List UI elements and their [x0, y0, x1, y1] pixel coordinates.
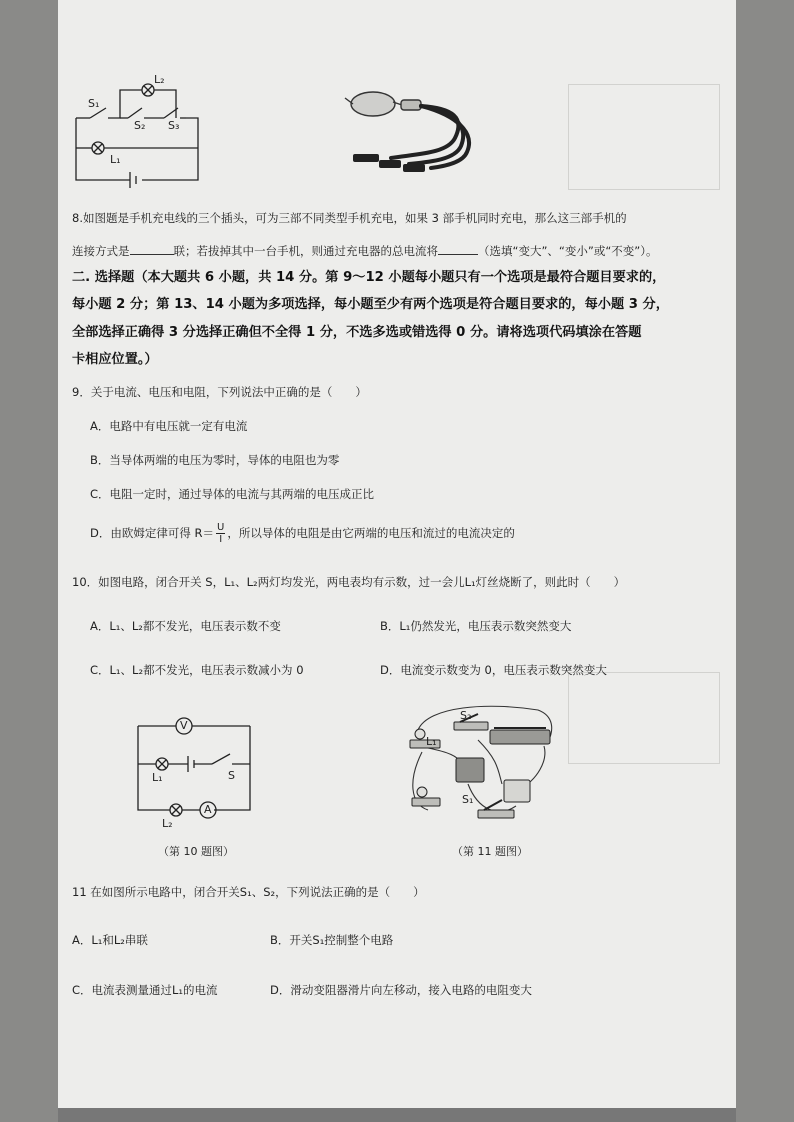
top-label-l1: L₁	[110, 153, 121, 166]
fig10-circuit	[128, 708, 268, 828]
q11-option-b: B．开关S₁控制整个电路	[270, 933, 394, 947]
top-label-l2: L₂	[154, 73, 165, 86]
fig10-ammeter-label: A	[204, 803, 212, 816]
q10-option-a: A．L₁、L₂都不发光，电压表示数不变	[90, 619, 281, 633]
q8-blank-current[interactable]	[438, 242, 478, 255]
fraction-denominator: I	[219, 534, 223, 545]
section2-line4: 卡相应位置。）	[72, 352, 158, 367]
exam-paper	[58, 0, 736, 1122]
section2-line2: 每小题 2 分；第 13、14 小题为多项选择，每小题至少有两个选项是符合题目要求的，每小题 3 分，	[72, 297, 669, 312]
fig11-caption: （第 11 题图）	[452, 845, 528, 858]
q8-blank-connection[interactable]	[130, 242, 174, 255]
fig11-circuit-illustration	[398, 700, 558, 832]
paper-bottom-shadow	[58, 1108, 736, 1122]
ohm-fraction	[216, 522, 225, 545]
q9-option-a: A．电路中有电压就一定有电流	[90, 419, 248, 433]
top-label-s3: S₃	[168, 119, 180, 132]
q11-stem: 11 在如图所示电路中，闭合开关S₁、S₂，下列说法正确的是（ ）	[72, 885, 425, 899]
section2-line3: 全部选择正确得 3 分选择正确但不全得 1 分，不选多选或错选得 0 分。请将选项代码填涂在答题	[72, 325, 642, 340]
fig11-s2-label: S₂	[460, 709, 472, 722]
q8-text-b: 联；若拔掉其中一台手机，则通过充电器的总电流将	[173, 244, 438, 258]
q9-d-prefix: D．由欧姆定律可得 R＝	[90, 526, 215, 540]
fig11-l1-label: L₁	[426, 735, 437, 748]
section2-line1: 二. 选择题（本大题共 6 小题，共 14 分。第 9～12 小题每小题只有一个选项是最符合题目要求的，	[72, 270, 666, 285]
q9-d-suffix: ，所以导体的电阻是由它两端的电压和流过的电流决定的	[227, 526, 515, 540]
q11-option-c: C．电流表测量通过L₁的电流	[72, 983, 218, 997]
top-label-s1: S₁	[88, 97, 100, 110]
q8-text-a: 连接方式是	[72, 244, 130, 258]
fig10-switch-label: S	[228, 769, 235, 782]
fig10-l1-label: L₁	[152, 771, 163, 784]
q11-option-d: D．滑动变阻器滑片向左移动，接入电路的电阻变大	[270, 983, 532, 997]
q9-option-c: C．电阻一定时，通过导体的电流与其两端的电压成正比	[90, 487, 375, 501]
q9-option-b: B．当导体两端的电压为零时，导体的电阻也为零	[90, 453, 340, 467]
q10-option-d: D．电流变示数变为 0，电压表示数突然变大	[380, 663, 607, 677]
q8-line2	[72, 242, 658, 259]
q10-stem: 10．如图电路，闭合开关 S，L₁、L₂两灯均发光，两电表均有示数，过一会儿L₁灯丝烧断了，则此时（ ）	[72, 575, 626, 589]
fig10-voltmeter-label: V	[180, 719, 188, 732]
fig10-l2-label: L₂	[162, 817, 173, 830]
fraction-numerator: U	[217, 522, 225, 533]
top-label-s2: S₂	[134, 119, 146, 132]
q9-stem: 9．关于电流、电压和电阻，下列说法中正确的是（ ）	[72, 385, 367, 399]
q11-option-a: A．L₁和L₂串联	[72, 933, 148, 947]
q8-text-c: （选填“变大”、“变小”或“不变”）。	[478, 244, 658, 258]
q10-option-b: B．L₁仍然发光，电压表示数突然变大	[380, 619, 572, 633]
charging-cable-image	[343, 82, 493, 174]
fig11-s1-label: S₁	[462, 793, 474, 806]
q10-option-c: C．L₁、L₂都不发光，电压表示数减小为 0	[90, 663, 304, 677]
fig10-caption: （第 10 题图）	[158, 845, 234, 858]
q8-line1: 8.如图题是手机充电线的三个插头，可为三部不同类型手机充电，如果 3 部手机同时充电，那么这三部手机的	[72, 211, 627, 225]
q9-option-d	[90, 522, 515, 545]
